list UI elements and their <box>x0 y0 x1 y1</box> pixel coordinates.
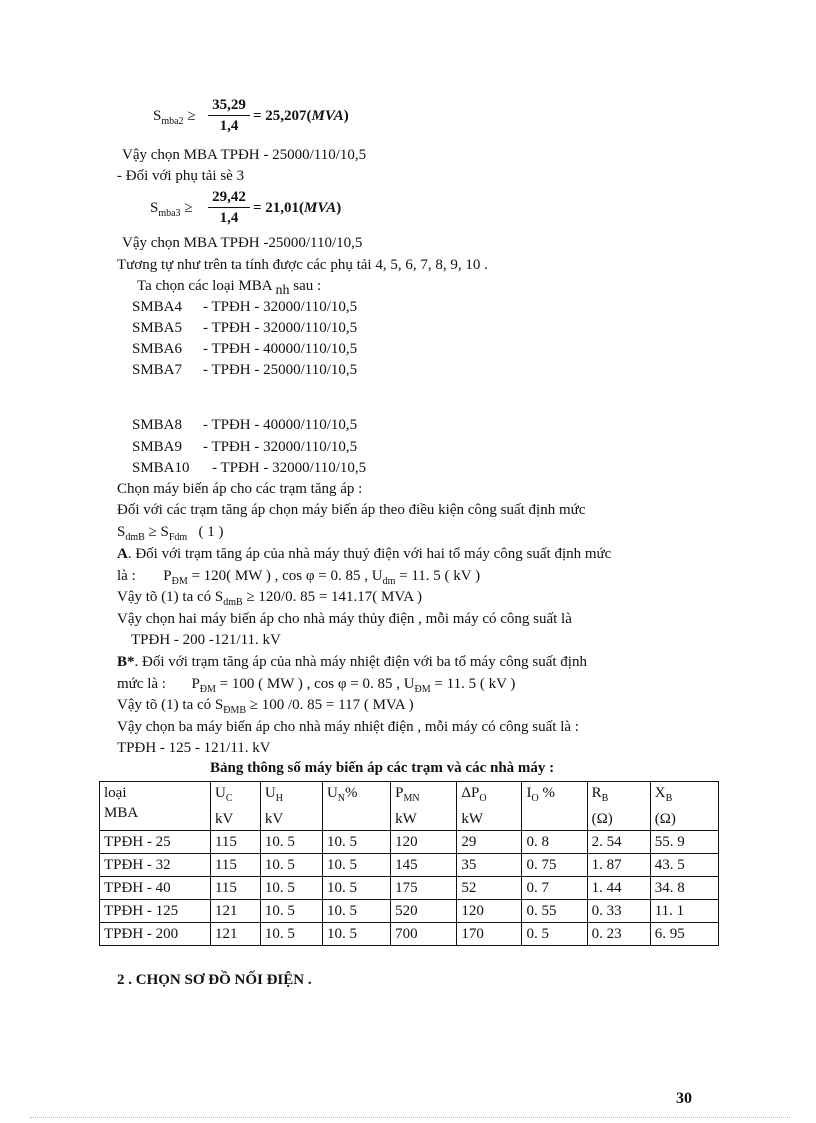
header-cell <box>210 782 260 831</box>
smba-spec: - TPĐH - 32000/110/10,5 <box>203 320 358 336</box>
table-cell: 121 <box>210 900 260 923</box>
text-load-3: - Đối với phụ tải sè 3 <box>117 168 245 184</box>
footer-divider <box>30 1117 790 1118</box>
header-post: % <box>538 785 555 801</box>
section-b-end: = 11. 5 ( kV ) <box>434 676 516 692</box>
table-cell: 43. 5 <box>650 854 718 877</box>
section-b-line3-pre: Vậy tõ (1) ta có S <box>117 697 224 713</box>
formula-lhs-sub: mba2 <box>161 116 184 127</box>
fraction-numerator: 29,42 <box>208 187 250 208</box>
header-sub: O <box>479 793 487 804</box>
table-cell: 120 <box>391 831 457 854</box>
header-main: U <box>264 785 276 801</box>
smba-spec: - TPĐH - 32000/110/10,5 <box>203 299 358 315</box>
table-cell: 115 <box>210 854 260 877</box>
section-a-text: . Đối với trạm tăng áp của nhà máy thuỷ điện với hai tổ máy công suất định mức <box>127 546 612 562</box>
formula-lhs-sub: mba3 <box>158 208 181 219</box>
formula-rel: ≥ <box>184 200 193 216</box>
formula-close: ) <box>336 200 342 216</box>
smba-spec: - TPĐH - 32000/110/10,5 <box>212 460 367 476</box>
header-unit: MBA <box>104 805 139 821</box>
section-b-line5: TPĐH - 125 - 121/11. kV <box>117 740 271 756</box>
table-cell: 10. 5 <box>260 831 322 854</box>
table-cell: 10. 5 <box>260 923 322 946</box>
table-header-row <box>100 782 719 831</box>
formula-lhs: S <box>153 108 162 124</box>
header-unit: kV <box>264 811 284 827</box>
smba-name: SMBA5 <box>132 320 183 336</box>
header-sub: C <box>225 793 233 804</box>
formula-smba3 <box>150 198 193 224</box>
header-main: loại <box>104 785 127 801</box>
cond-rel: ≥ S <box>148 524 169 540</box>
header-main: I <box>526 785 532 801</box>
section-b-text: . Đối với trạm tăng áp của nhà máy nhiệt điện với ba tổ máy công suất định <box>134 654 587 670</box>
section-a-line3-pre: Vậy tõ (1) ta có S <box>117 589 224 605</box>
table-cell: 6. 95 <box>650 923 718 946</box>
text-choose-3: Vậy chọn MBA TPĐH -25000/110/10,5 <box>122 235 363 251</box>
header-unit: kW <box>395 811 417 827</box>
header-main: X <box>654 785 666 801</box>
table-cell: 115 <box>210 831 260 854</box>
section-a-p-sub: ĐM <box>171 576 188 587</box>
section-heading-2: 2 . CHỌN SƠ ĐỒ NỐI ĐIỆN . <box>117 972 312 988</box>
header-sub: O <box>531 793 539 804</box>
table-cell: 10. 5 <box>260 854 322 877</box>
table-cell: 29 <box>457 831 522 854</box>
section-a-mid: = 120( MW ) , cos φ = 0. 85 , U <box>191 568 383 584</box>
table-row <box>100 877 719 900</box>
transformer-parameters-table <box>99 781 719 946</box>
cond-s2-sub: Fdm <box>168 532 188 543</box>
table-cell: 10. 5 <box>322 831 390 854</box>
header-sub: B <box>665 793 673 804</box>
header-sub: H <box>275 793 283 804</box>
smba-name: SMBA8 <box>132 417 183 433</box>
table-caption: Bảng thông số máy biến áp các trạm và các nhà máy : <box>210 760 555 776</box>
fraction-denominator: 1,4 <box>219 118 239 134</box>
table-cell: 0. 23 <box>587 923 650 946</box>
table-cell: 0. 5 <box>522 923 587 946</box>
section-a-end: = 11. 5 ( kV ) <box>399 568 481 584</box>
formula-unit: MVA <box>304 200 337 216</box>
table-cell: 34. 8 <box>650 877 718 900</box>
text-types-sub: nh <box>275 283 290 298</box>
cond-tag: ( 1 ) <box>198 524 224 540</box>
section-a-line3-end: ≥ 120/0. 85 = 141.17( MVA ) <box>246 589 423 605</box>
table-cell: 10. 5 <box>322 923 390 946</box>
header-main: R <box>591 785 602 801</box>
header-unit: kV <box>214 811 234 827</box>
formula-result <box>253 198 341 218</box>
table-cell: 55. 9 <box>650 831 718 854</box>
table-row <box>100 854 719 877</box>
text-types-post: sau : <box>293 278 322 294</box>
table-cell: TPĐH - 125 <box>100 900 211 923</box>
header-cell <box>650 782 718 831</box>
table-cell: 0. 33 <box>587 900 650 923</box>
section-b-mid: = 100 ( MW ) , cos φ = 0. 85 , U <box>219 676 415 692</box>
header-cell <box>587 782 650 831</box>
header-cell <box>260 782 322 831</box>
section-a-line3-sub: dmB <box>223 597 243 608</box>
table-cell: 10. 5 <box>322 877 390 900</box>
table-cell: 10. 5 <box>322 854 390 877</box>
table-cell: 170 <box>457 923 522 946</box>
table-cell: 121 <box>210 923 260 946</box>
table-row <box>100 831 719 854</box>
formula-close: ) <box>343 108 349 124</box>
page-number: 30 <box>676 1090 692 1107</box>
table-row <box>100 923 719 946</box>
section-b-line3-sub: ĐMB <box>223 705 247 716</box>
table-cell: TPĐH - 25 <box>100 831 211 854</box>
table-cell: TPĐH - 32 <box>100 854 211 877</box>
header-main: U <box>214 785 226 801</box>
formula-unit: MVA <box>311 108 344 124</box>
smba-spec: - TPĐH - 32000/110/10,5 <box>203 439 358 455</box>
table-cell: 520 <box>391 900 457 923</box>
formula-result <box>253 106 349 126</box>
fraction-denominator: 1,4 <box>219 210 239 226</box>
header-cell <box>100 782 211 831</box>
header-main: P <box>395 785 404 801</box>
table-cell: 115 <box>210 877 260 900</box>
section-a-p: P <box>163 568 172 584</box>
header-unit: kW <box>461 811 483 827</box>
formula-lhs: S <box>150 200 159 216</box>
formula-result-value: = 21,01( <box>253 200 305 216</box>
smba-spec: - TPĐH - 25000/110/10,5 <box>203 362 358 378</box>
text-stepup: Chọn máy biến áp cho các trạm tăng áp : <box>117 481 363 497</box>
smba-name: SMBA6 <box>132 341 183 357</box>
header-cell <box>522 782 587 831</box>
header-sub: B <box>601 793 609 804</box>
header-unit: (Ω) <box>591 811 613 827</box>
table-row <box>100 900 719 923</box>
header-cell <box>457 782 522 831</box>
section-b-intro <box>117 652 587 672</box>
table-cell: 1. 87 <box>587 854 650 877</box>
smba-name: SMBA4 <box>132 299 183 315</box>
header-main: U <box>326 785 338 801</box>
header-post: % <box>345 785 358 801</box>
header-main: ΔP <box>461 785 480 801</box>
header-cell <box>322 782 390 831</box>
smba-name: SMBA7 <box>132 362 183 378</box>
text-condition: Đối với các trạm tăng áp chọn máy biến áp theo điều kiện công suất định mức <box>117 502 586 518</box>
section-b-line3-end: ≥ 100 /0. 85 = 117 ( MVA ) <box>249 697 414 713</box>
smba-spec: - TPĐH - 40000/110/10,5 <box>203 341 358 357</box>
table-cell: 35 <box>457 854 522 877</box>
formula-smba2 <box>153 106 196 132</box>
section-a-label: A <box>117 546 128 562</box>
table-cell: 2. 54 <box>587 831 650 854</box>
table-cell: 0. 7 <box>522 877 587 900</box>
header-sub: MN <box>403 793 420 804</box>
smba-name: SMBA10 <box>132 460 190 476</box>
fraction-smba3 <box>208 187 250 228</box>
table-cell: 1. 44 <box>587 877 650 900</box>
section-a-line4: Vậy chọn hai máy biến áp cho nhà máy thủy điện , mỗi máy có công suất là <box>117 611 572 627</box>
table-cell: 52 <box>457 877 522 900</box>
table-cell: 700 <box>391 923 457 946</box>
text-choose-2: Vậy chọn MBA TPĐH - 25000/110/10,5 <box>122 147 367 163</box>
table-cell: TPĐH - 200 <box>100 923 211 946</box>
table-cell: 175 <box>391 877 457 900</box>
table-cell: 10. 5 <box>260 877 322 900</box>
table-cell: TPĐH - 40 <box>100 877 211 900</box>
formula-rel: ≥ <box>187 108 196 124</box>
table-cell: 0. 8 <box>522 831 587 854</box>
table-cell: 120 <box>457 900 522 923</box>
section-a-intro <box>117 544 611 564</box>
table-cell: 145 <box>391 854 457 877</box>
fraction-smba2 <box>208 95 250 136</box>
fraction-numerator: 35,29 <box>208 95 250 116</box>
section-a-pre: là : <box>117 568 136 584</box>
section-b-label: B* <box>117 654 135 670</box>
section-a-line5: TPĐH - 200 -121/11. kV <box>131 632 281 648</box>
cond-s1: S <box>117 524 126 540</box>
section-b-p: P <box>191 676 200 692</box>
section-b-u-sub: ĐM <box>414 684 431 695</box>
section-b-pre: mức là : <box>117 676 166 692</box>
table-cell: 10. 5 <box>260 900 322 923</box>
table-cell: 0. 55 <box>522 900 587 923</box>
section-a-u-sub: dm <box>382 576 396 587</box>
header-unit: (Ω) <box>654 811 676 827</box>
header-sub: N <box>337 793 346 804</box>
header-cell <box>391 782 457 831</box>
text-types-pre: Ta chọn các loại MBA <box>137 278 272 294</box>
smba-spec: - TPĐH - 40000/110/10,5 <box>203 417 358 433</box>
section-b-p-sub: ĐM <box>199 684 216 695</box>
table-cell: 10. 5 <box>322 900 390 923</box>
table-cell: 11. 1 <box>650 900 718 923</box>
cond-s1-sub: dmB <box>125 532 145 543</box>
smba-name: SMBA9 <box>132 439 183 455</box>
text-similar: Tương tự như trên ta tính được các phụ tải 4, 5, 6, 7, 8, 9, 10 . <box>117 257 488 273</box>
table-cell: 0. 75 <box>522 854 587 877</box>
section-b-line4: Vậy chọn ba máy biến áp cho nhà máy nhiệt điện , mỗi máy có công suất là : <box>117 719 579 735</box>
formula-result-value: = 25,207( <box>253 108 312 124</box>
